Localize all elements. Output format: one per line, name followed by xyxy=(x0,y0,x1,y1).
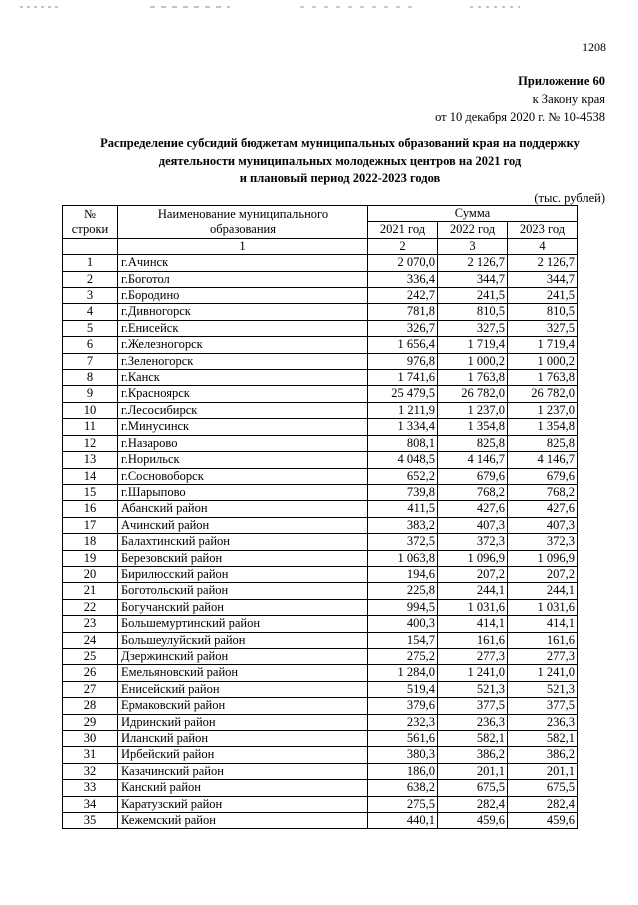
value-2022: 327,5 xyxy=(438,320,508,336)
row-number: 9 xyxy=(63,386,118,402)
municipality-name: г.Енисейск xyxy=(118,320,368,336)
value-2022: 1 763,8 xyxy=(438,370,508,386)
table-row xyxy=(63,452,578,468)
value-2023: 1 719,4 xyxy=(508,337,578,353)
value-2022: 277,3 xyxy=(438,648,508,664)
row-number: 6 xyxy=(63,337,118,353)
unit-label: (тыс. рублей) xyxy=(534,191,605,205)
header-no: № xyxy=(84,206,96,221)
value-2022: 407,3 xyxy=(438,517,508,533)
value-2022: 1 096,9 xyxy=(438,550,508,566)
table-row xyxy=(63,566,578,582)
row-number: 35 xyxy=(63,813,118,829)
table-row xyxy=(63,386,578,402)
table-body xyxy=(63,255,578,829)
value-2021: 379,6 xyxy=(368,698,438,714)
value-2021: 781,8 xyxy=(368,304,438,320)
header-rows: строки xyxy=(71,221,109,236)
row-number: 10 xyxy=(63,402,118,418)
page-number: 1208 xyxy=(582,40,606,54)
municipality-name: г.Железногорск xyxy=(118,337,368,353)
value-2021: 994,5 xyxy=(368,599,438,615)
header-2021: 2021 год xyxy=(368,222,438,238)
value-2023: 1 237,0 xyxy=(508,402,578,418)
row-number: 22 xyxy=(63,599,118,615)
table-row xyxy=(63,632,578,648)
column-index-row xyxy=(63,238,578,254)
municipality-name: г.Назарово xyxy=(118,435,368,451)
row-number: 19 xyxy=(63,550,118,566)
value-2023: 459,6 xyxy=(508,813,578,829)
row-number: 21 xyxy=(63,583,118,599)
value-2023: 521,3 xyxy=(508,681,578,697)
municipality-name: г.Лесосибирск xyxy=(118,402,368,418)
municipality-name: Большемуртинский район xyxy=(118,616,368,632)
table-row xyxy=(63,616,578,632)
document-title xyxy=(60,135,620,188)
municipality-name: г.Зеленогорск xyxy=(118,353,368,369)
value-2022: 161,6 xyxy=(438,632,508,648)
row-number: 3 xyxy=(63,288,118,304)
title-line-1: Распределение субсидий бюджетам муниципальных образований края на поддержку xyxy=(100,136,580,150)
table-row xyxy=(63,763,578,779)
value-2021: 242,7 xyxy=(368,288,438,304)
value-2022: 521,3 xyxy=(438,681,508,697)
table-row xyxy=(63,370,578,386)
value-2022: 241,5 xyxy=(438,288,508,304)
table-row xyxy=(63,813,578,829)
municipality-name: Боготольский район xyxy=(118,583,368,599)
row-number: 28 xyxy=(63,698,118,714)
row-number: 8 xyxy=(63,370,118,386)
row-number: 32 xyxy=(63,763,118,779)
value-2021: 275,2 xyxy=(368,648,438,664)
value-2023: 679,6 xyxy=(508,468,578,484)
value-2022: 427,6 xyxy=(438,501,508,517)
row-number: 4 xyxy=(63,304,118,320)
value-2023: 2 126,7 xyxy=(508,255,578,271)
municipality-name: г.Красноярск xyxy=(118,386,368,402)
municipality-name: г.Канск xyxy=(118,370,368,386)
value-2023: 161,6 xyxy=(508,632,578,648)
municipality-name: г.Дивногорск xyxy=(118,304,368,320)
value-2022: 2 126,7 xyxy=(438,255,508,271)
row-number: 29 xyxy=(63,714,118,730)
value-2021: 411,5 xyxy=(368,501,438,517)
scan-top-marks xyxy=(0,6,638,8)
value-2022: 201,1 xyxy=(438,763,508,779)
row-number: 33 xyxy=(63,780,118,796)
appendix-title: Приложение 60 xyxy=(518,74,605,88)
value-2023: 1 000,2 xyxy=(508,353,578,369)
table-row xyxy=(63,419,578,435)
value-2022: 207,2 xyxy=(438,566,508,582)
row-number: 18 xyxy=(63,534,118,550)
row-number: 12 xyxy=(63,435,118,451)
value-2021: 1 284,0 xyxy=(368,665,438,681)
appendix-law: к Закону края xyxy=(532,92,605,106)
table-row xyxy=(63,583,578,599)
value-2021: 400,3 xyxy=(368,616,438,632)
row-number: 34 xyxy=(63,796,118,812)
value-2022: 26 782,0 xyxy=(438,386,508,402)
value-2023: 675,5 xyxy=(508,780,578,796)
value-2021: 2 070,0 xyxy=(368,255,438,271)
title-line-3: и плановый период 2022-2023 годов xyxy=(239,171,441,185)
value-2021: 372,5 xyxy=(368,534,438,550)
municipality-name: г.Боготол xyxy=(118,271,368,287)
value-2022: 414,1 xyxy=(438,616,508,632)
value-2023: 344,7 xyxy=(508,271,578,287)
value-2022: 4 146,7 xyxy=(438,452,508,468)
table-row xyxy=(63,468,578,484)
value-2021: 225,8 xyxy=(368,583,438,599)
row-number: 25 xyxy=(63,648,118,664)
value-2023: 768,2 xyxy=(508,484,578,500)
value-2023: 377,5 xyxy=(508,698,578,714)
row-number: 11 xyxy=(63,419,118,435)
value-2023: 427,6 xyxy=(508,501,578,517)
value-2021: 194,6 xyxy=(368,566,438,582)
table-row xyxy=(63,534,578,550)
value-2023: 1 241,0 xyxy=(508,665,578,681)
row-number: 16 xyxy=(63,501,118,517)
header-2023: 2023 год xyxy=(508,222,578,238)
municipality-name: г.Ачинск xyxy=(118,255,368,271)
value-2022: 1 000,2 xyxy=(438,353,508,369)
appendix-date: от 10 декабря 2020 г. № 10-4538 xyxy=(435,110,605,124)
municipality-name: Богучанский район xyxy=(118,599,368,615)
value-2022: 582,1 xyxy=(438,731,508,747)
row-number: 26 xyxy=(63,665,118,681)
value-2021: 519,4 xyxy=(368,681,438,697)
subsidy-table xyxy=(62,205,578,829)
table-row xyxy=(63,747,578,763)
header-row-number xyxy=(63,206,118,239)
value-2023: 201,1 xyxy=(508,763,578,779)
header-name-line-2: образования xyxy=(210,221,276,236)
value-2021: 1 063,8 xyxy=(368,550,438,566)
municipality-name: г.Бородино xyxy=(118,288,368,304)
table-row xyxy=(63,599,578,615)
index-4: 4 xyxy=(508,238,578,254)
table-row xyxy=(63,435,578,451)
value-2021: 232,3 xyxy=(368,714,438,730)
value-2021: 326,7 xyxy=(368,320,438,336)
table-row xyxy=(63,665,578,681)
table-row xyxy=(63,255,578,271)
index-3: 3 xyxy=(438,238,508,254)
row-number: 2 xyxy=(63,271,118,287)
value-2023: 327,5 xyxy=(508,320,578,336)
value-2023: 241,5 xyxy=(508,288,578,304)
value-2021: 1 656,4 xyxy=(368,337,438,353)
title-line-2: деятельности муниципальных молодежных центров на 2021 год xyxy=(158,153,522,168)
table-row xyxy=(63,796,578,812)
municipality-name: Бирилюсский район xyxy=(118,566,368,582)
table-row xyxy=(63,304,578,320)
value-2021: 25 479,5 xyxy=(368,386,438,402)
municipality-name: Каратузский район xyxy=(118,796,368,812)
value-2021: 1 334,4 xyxy=(368,419,438,435)
municipality-name: Енисейский район xyxy=(118,681,368,697)
header-sum: Сумма xyxy=(368,206,578,222)
value-2021: 808,1 xyxy=(368,435,438,451)
value-2023: 825,8 xyxy=(508,435,578,451)
appendix-block xyxy=(435,72,605,126)
value-2022: 1 031,6 xyxy=(438,599,508,615)
table-row xyxy=(63,353,578,369)
value-2021: 275,5 xyxy=(368,796,438,812)
municipality-name: Иланский район xyxy=(118,731,368,747)
value-2021: 383,2 xyxy=(368,517,438,533)
index-2: 2 xyxy=(368,238,438,254)
row-number: 24 xyxy=(63,632,118,648)
value-2022: 825,8 xyxy=(438,435,508,451)
value-2023: 1 354,8 xyxy=(508,419,578,435)
value-2021: 4 048,5 xyxy=(368,452,438,468)
value-2023: 207,2 xyxy=(508,566,578,582)
table-row xyxy=(63,288,578,304)
value-2021: 154,7 xyxy=(368,632,438,648)
value-2022: 244,1 xyxy=(438,583,508,599)
municipality-name: г.Сосновоборск xyxy=(118,468,368,484)
value-2021: 638,2 xyxy=(368,780,438,796)
municipality-name: Ермаковский район xyxy=(118,698,368,714)
table-row xyxy=(63,780,578,796)
value-2023: 810,5 xyxy=(508,304,578,320)
value-2022: 768,2 xyxy=(438,484,508,500)
municipality-name: Дзержинский район xyxy=(118,648,368,664)
value-2021: 652,2 xyxy=(368,468,438,484)
table-row xyxy=(63,320,578,336)
header-name-line-1: Наименование муниципального xyxy=(157,206,329,221)
value-2021: 561,6 xyxy=(368,731,438,747)
row-number: 1 xyxy=(63,255,118,271)
value-2022: 377,5 xyxy=(438,698,508,714)
table-row xyxy=(63,402,578,418)
value-2022: 372,3 xyxy=(438,534,508,550)
municipality-name: Березовский район xyxy=(118,550,368,566)
value-2023: 1 096,9 xyxy=(508,550,578,566)
value-2023: 414,1 xyxy=(508,616,578,632)
value-2021: 739,8 xyxy=(368,484,438,500)
value-2021: 1 741,6 xyxy=(368,370,438,386)
value-2023: 277,3 xyxy=(508,648,578,664)
row-number: 27 xyxy=(63,681,118,697)
value-2023: 407,3 xyxy=(508,517,578,533)
value-2021: 186,0 xyxy=(368,763,438,779)
municipality-name: Кежемский район xyxy=(118,813,368,829)
municipality-name: г.Норильск xyxy=(118,452,368,468)
row-number: 23 xyxy=(63,616,118,632)
table-row xyxy=(63,698,578,714)
index-blank xyxy=(63,238,118,254)
value-2022: 459,6 xyxy=(438,813,508,829)
municipality-name: Емельяновский район xyxy=(118,665,368,681)
municipality-name: г.Шарыпово xyxy=(118,484,368,500)
value-2022: 344,7 xyxy=(438,271,508,287)
table-row xyxy=(63,681,578,697)
value-2023: 26 782,0 xyxy=(508,386,578,402)
value-2021: 440,1 xyxy=(368,813,438,829)
row-number: 7 xyxy=(63,353,118,369)
value-2022: 1 719,4 xyxy=(438,337,508,353)
value-2022: 679,6 xyxy=(438,468,508,484)
municipality-name: Абанский район xyxy=(118,501,368,517)
index-1: 1 xyxy=(118,238,368,254)
table-row xyxy=(63,337,578,353)
municipality-name: Канский район xyxy=(118,780,368,796)
value-2023: 244,1 xyxy=(508,583,578,599)
header-name xyxy=(118,206,368,239)
value-2023: 236,3 xyxy=(508,714,578,730)
table-row xyxy=(63,731,578,747)
row-number: 13 xyxy=(63,452,118,468)
value-2021: 1 211,9 xyxy=(368,402,438,418)
row-number: 31 xyxy=(63,747,118,763)
value-2023: 1 031,6 xyxy=(508,599,578,615)
table-row xyxy=(63,648,578,664)
table-row xyxy=(63,517,578,533)
row-number: 5 xyxy=(63,320,118,336)
municipality-name: Идринский район xyxy=(118,714,368,730)
value-2023: 1 763,8 xyxy=(508,370,578,386)
table-row xyxy=(63,714,578,730)
table-row xyxy=(63,550,578,566)
municipality-name: Большеулуйский район xyxy=(118,632,368,648)
value-2023: 372,3 xyxy=(508,534,578,550)
value-2022: 675,5 xyxy=(438,780,508,796)
value-2022: 810,5 xyxy=(438,304,508,320)
table-row xyxy=(63,501,578,517)
value-2022: 1 354,8 xyxy=(438,419,508,435)
row-number: 14 xyxy=(63,468,118,484)
value-2022: 282,4 xyxy=(438,796,508,812)
row-number: 30 xyxy=(63,731,118,747)
value-2021: 336,4 xyxy=(368,271,438,287)
value-2023: 282,4 xyxy=(508,796,578,812)
municipality-name: Балахтинский район xyxy=(118,534,368,550)
municipality-name: Ачинский район xyxy=(118,517,368,533)
value-2022: 386,2 xyxy=(438,747,508,763)
value-2023: 582,1 xyxy=(508,731,578,747)
table-row xyxy=(63,271,578,287)
table-row xyxy=(63,484,578,500)
municipality-name: Казачинский район xyxy=(118,763,368,779)
value-2022: 1 241,0 xyxy=(438,665,508,681)
municipality-name: г.Минусинск xyxy=(118,419,368,435)
value-2023: 4 146,7 xyxy=(508,452,578,468)
value-2021: 976,8 xyxy=(368,353,438,369)
municipality-name: Ирбейский район xyxy=(118,747,368,763)
header-2022: 2022 год xyxy=(438,222,508,238)
value-2022: 236,3 xyxy=(438,714,508,730)
value-2023: 386,2 xyxy=(508,747,578,763)
row-number: 20 xyxy=(63,566,118,582)
row-number: 15 xyxy=(63,484,118,500)
value-2021: 380,3 xyxy=(368,747,438,763)
row-number: 17 xyxy=(63,517,118,533)
value-2022: 1 237,0 xyxy=(438,402,508,418)
